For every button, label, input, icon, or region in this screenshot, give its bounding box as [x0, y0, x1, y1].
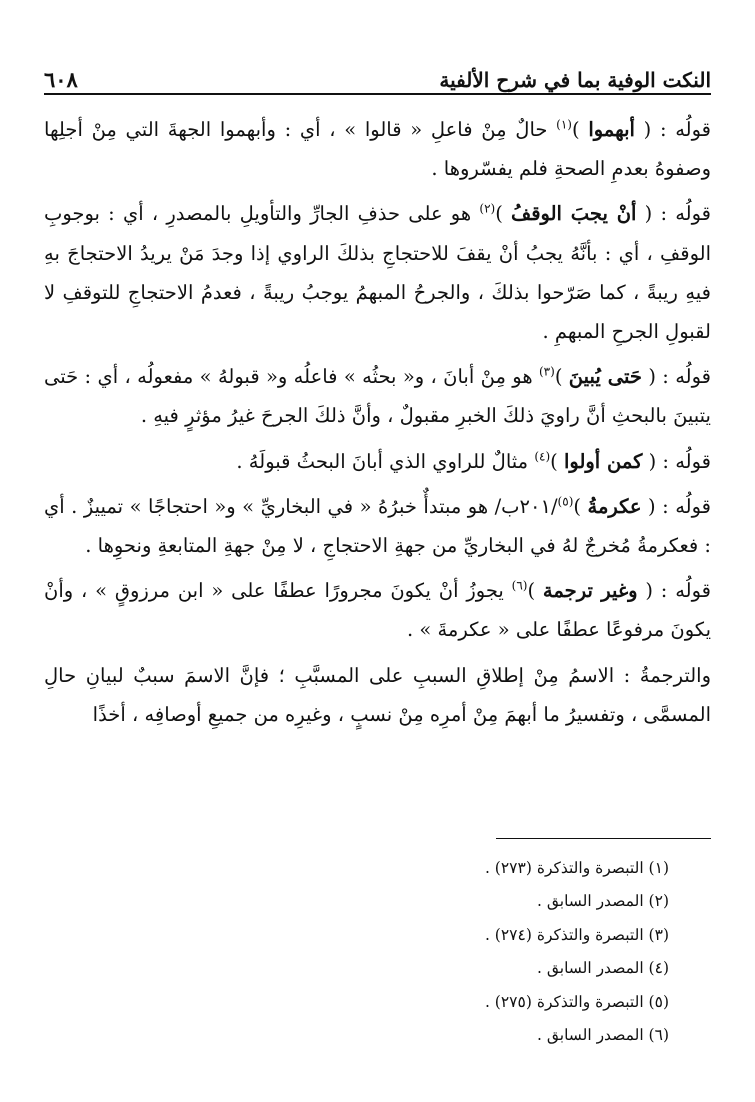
footnote-ref: (٢)	[479, 201, 496, 216]
footnote-ref: (٥)	[557, 494, 574, 509]
paren-close: )	[573, 494, 588, 518]
keyword: كمن أولوا	[563, 449, 643, 473]
keyword: حَتى يُبينَ	[568, 365, 642, 389]
paragraph	[44, 194, 711, 351]
paragraph	[44, 110, 711, 188]
paren-close: )	[554, 365, 569, 389]
footnote-ref: (٣)	[538, 364, 555, 379]
header-rule	[44, 93, 711, 95]
paragraph-lead: قولُه : (	[637, 579, 711, 603]
page-number: ٦٠٨	[44, 67, 78, 92]
keyword: وغير ترجمة	[542, 579, 638, 603]
paragraph-lead: قولُه : (	[642, 449, 711, 473]
paragraph-text: يجوزُ أنْ يكونَ مجرورًا عطفًا على « ابن مرزوقٍ » ، وأنْ يكونَ مرفوعًا عطفًا على « عكرمةَ » .	[44, 579, 711, 642]
paren-close: )	[550, 449, 564, 473]
footnote-separator	[496, 838, 711, 839]
footnote: (٢) المصدر السابق .	[536, 892, 669, 911]
paragraph-lead: قولُه : (	[641, 494, 711, 518]
running-title: النكت الوفية بما في شرح الألفية	[439, 68, 711, 92]
paragraph-text: والترجمةُ : الاسمُ مِنْ إطلاقِ السببِ على المسبَّبِ ؛ فإنَّ الاسمَ سببٌ لبيانِ حالِ المسمَّى ، وتفسيرُ ما أبهمَ مِنْ أمرِه مِنْ نسبٍ ، وغيرِه من جميعِ أوصافِه ، أخذًا	[44, 663, 711, 726]
paragraph-lead: قولُه : (	[634, 118, 712, 141]
paren-close: )	[527, 579, 543, 603]
footnote: (٥) التبصرة والتذكرة (٢٧٥) .	[484, 992, 669, 1011]
keyword: أنْ يجبَ الوقفُ	[511, 202, 637, 226]
paragraph	[44, 357, 711, 435]
paragraph	[44, 656, 711, 734]
paragraph-lead: قولُه : (	[636, 202, 711, 226]
footnote: (١) التبصرة والتذكرة (٢٧٣) .	[484, 859, 669, 877]
footnote-ref: (١)	[556, 117, 572, 132]
footnote: (٤) المصدر السابق .	[536, 959, 669, 978]
page-header	[44, 52, 711, 92]
footnote: (٣) التبصرة والتذكرة (٢٧٤) .	[484, 925, 669, 944]
paragraph	[44, 571, 711, 649]
paragraph-text: مثالٌ للراوي الذي أبانَ البحثُ قبولَهُ .	[236, 449, 535, 473]
paragraph-text: حالٌ مِنْ فاعلِ « قالوا » ، أي : وأبهموا الجهةَ التي مِنْ أجلِها وصفوهُ بعدمِ الصحةِ فلم يفسّروها .	[44, 118, 711, 181]
keyword: عكرمةُ	[587, 494, 642, 518]
keyword: أبهموا	[588, 118, 635, 141]
paragraph-lead: قولُه : (	[641, 365, 711, 389]
paren-close: )	[571, 118, 589, 141]
footnote-ref: (٤)	[534, 449, 551, 464]
paragraph-text: هو على حذفِ الجارِّ والتأويلِ بالمصدرِ ، أي : بوجوبِ الوقفِ ، أي : بأنَّهُ يجبُ أنْ يقفَ للاحتجاجِ بذلكَ الراوي إذا وجدَ مَنْ يريدُ الاحتجاجَ بهِ فيهِ ريبةً ، كما صَرّحوا بذلكَ ، والجرحُ المبهمُ يوجبُ ريبةً ، فعدمُ الاحتجاجِ للتوقفِ لا لقبولِ الجرحِ المبهمِ .	[44, 202, 711, 344]
footnote-ref: (٦)	[511, 578, 528, 593]
footnote: (٦) المصدر السابق .	[536, 1026, 669, 1045]
main-text	[44, 110, 711, 740]
paragraph-text: هو مِنْ أبانَ ، و« بحثُه » فاعلُه و« قبولهُ » مفعولُه ، أي : حَتى يتبينَ بالبحثِ أنَّ راويَ ذلكَ الخبرِ مقبولٌ ، وأنَّ ذلكَ الجرحَ غيرُ مؤثرٍ فيهِ .	[44, 365, 711, 428]
footnotes	[44, 852, 669, 1052]
paragraph	[44, 442, 711, 481]
paragraph	[44, 487, 711, 565]
paragraph-text: /٢٠١ب/ هو مبتدأٌ خبرُهُ « في البخاريِّ » و« احتجاجًا » تمييزٌ . أي : فعكرمةُ مُخرجٌ لهُ في البخاريِّ من جهةِ الاحتجاجِ ، لا مِنْ جهةِ المتابعةِ ونحوِها .	[44, 494, 711, 558]
paren-close: )	[495, 202, 512, 226]
